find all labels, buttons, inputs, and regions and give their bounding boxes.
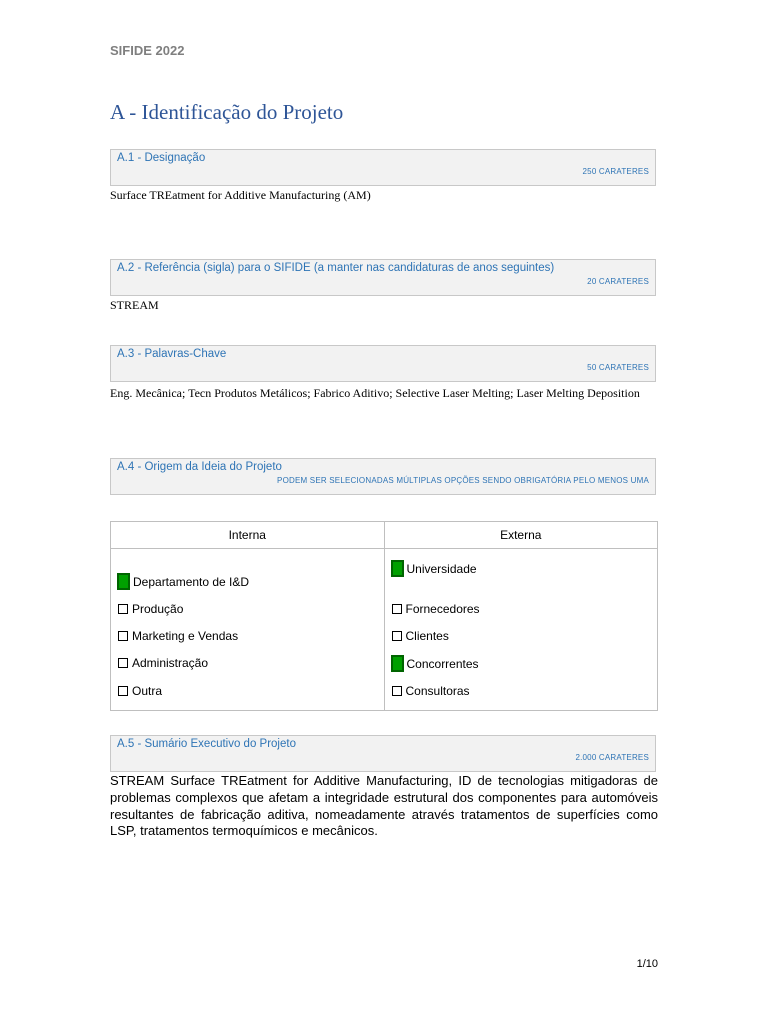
origin-table bbox=[110, 521, 658, 711]
checkbox-icon[interactable] bbox=[118, 604, 128, 614]
column-header-interna: Interna bbox=[111, 522, 385, 549]
option-label: Administração bbox=[132, 656, 209, 670]
option-consultoras[interactable] bbox=[392, 684, 470, 698]
option-label: Concorrentes bbox=[406, 656, 479, 671]
section-title: A - Identificação do Projeto bbox=[110, 100, 344, 124]
option-outra[interactable] bbox=[118, 684, 162, 698]
field-a2-label: A.2 - Referência (sigla) para o SIFIDE (a manter nas candidaturas de anos seguintes) bbox=[117, 262, 555, 274]
field-a3-value: Eng. Mecânica; Tecn Produtos Metálicos; Fabrico Aditivo; Selective Laser Melting; Laser Melting Deposition bbox=[110, 386, 640, 400]
option-producao[interactable] bbox=[118, 602, 183, 616]
field-a3-header bbox=[110, 345, 656, 382]
checkbox-checked-icon[interactable] bbox=[392, 656, 403, 671]
page-number: 1/10 bbox=[636, 958, 658, 970]
option-label: Produção bbox=[132, 602, 184, 616]
option-concorrentes[interactable] bbox=[392, 656, 479, 671]
checkbox-icon[interactable] bbox=[118, 686, 128, 696]
field-a1-value: Surface TREatment for Additive Manufacturing (AM) bbox=[110, 188, 371, 202]
checkbox-icon[interactable] bbox=[392, 604, 402, 614]
field-a2-header bbox=[110, 259, 656, 296]
option-clientes[interactable] bbox=[392, 629, 449, 643]
field-a4-limit: PODEM SER SELECIONADAS MÚLTIPLAS OPÇÕES SENDO OBRIGATÓRIA PELO MENOS UMA bbox=[277, 476, 649, 485]
field-a5-limit: 2.000 CARATERES bbox=[575, 753, 649, 762]
column-header-externa: Externa bbox=[384, 522, 658, 549]
option-label: Fornecedores bbox=[405, 602, 480, 616]
field-a5-header bbox=[110, 735, 656, 772]
field-a2-limit: 20 CARATERES bbox=[587, 277, 649, 286]
field-a3-limit: 50 CARATERES bbox=[587, 363, 649, 372]
field-a1-limit: 250 CARATERES bbox=[582, 167, 649, 176]
field-a1-label: A.1 - Designação bbox=[117, 152, 206, 164]
checkbox-checked-icon[interactable] bbox=[392, 561, 403, 576]
option-label: Marketing e Vendas bbox=[132, 629, 239, 643]
option-administracao[interactable] bbox=[118, 656, 208, 670]
checkbox-icon[interactable] bbox=[392, 631, 402, 641]
option-label: Outra bbox=[132, 684, 163, 698]
document-header: SIFIDE 2022 bbox=[110, 43, 185, 58]
checkbox-checked-icon[interactable] bbox=[118, 574, 129, 589]
option-departamento-id[interactable] bbox=[118, 574, 249, 589]
option-label: Clientes bbox=[405, 629, 449, 643]
field-a4-header bbox=[110, 458, 656, 495]
field-a1-header bbox=[110, 149, 656, 186]
option-label: Departamento de I&D bbox=[133, 574, 250, 589]
field-a5-label: A.5 - Sumário Executivo do Projeto bbox=[117, 738, 296, 750]
option-fornecedores[interactable] bbox=[392, 602, 480, 616]
option-marketing-vendas[interactable] bbox=[118, 629, 238, 643]
field-a5-value: STREAM Surface TREatment for Additive Manufacturing, ID de tecnologias mitigadoras de problemas complexos que afetam a integridade estrutural dos componentes para automóveis resultantes de fabricação aditiva, nomeadamente através tratamentos de superfícies como LSP, tratamentos termoquímicos e mecânicos. bbox=[110, 773, 658, 839]
field-a4-label: A.4 - Origem da Ideia do Projeto bbox=[117, 461, 282, 473]
option-label: Consultoras bbox=[405, 684, 470, 698]
interna-options-cell bbox=[111, 549, 385, 711]
checkbox-icon[interactable] bbox=[118, 658, 128, 668]
checkbox-icon[interactable] bbox=[392, 686, 402, 696]
checkbox-icon[interactable] bbox=[118, 631, 128, 641]
option-label: Universidade bbox=[406, 561, 477, 576]
field-a2-value: STREAM bbox=[110, 298, 159, 312]
option-universidade[interactable] bbox=[392, 561, 477, 576]
externa-options-cell bbox=[384, 549, 658, 711]
field-a3-label: A.3 - Palavras-Chave bbox=[117, 348, 227, 360]
